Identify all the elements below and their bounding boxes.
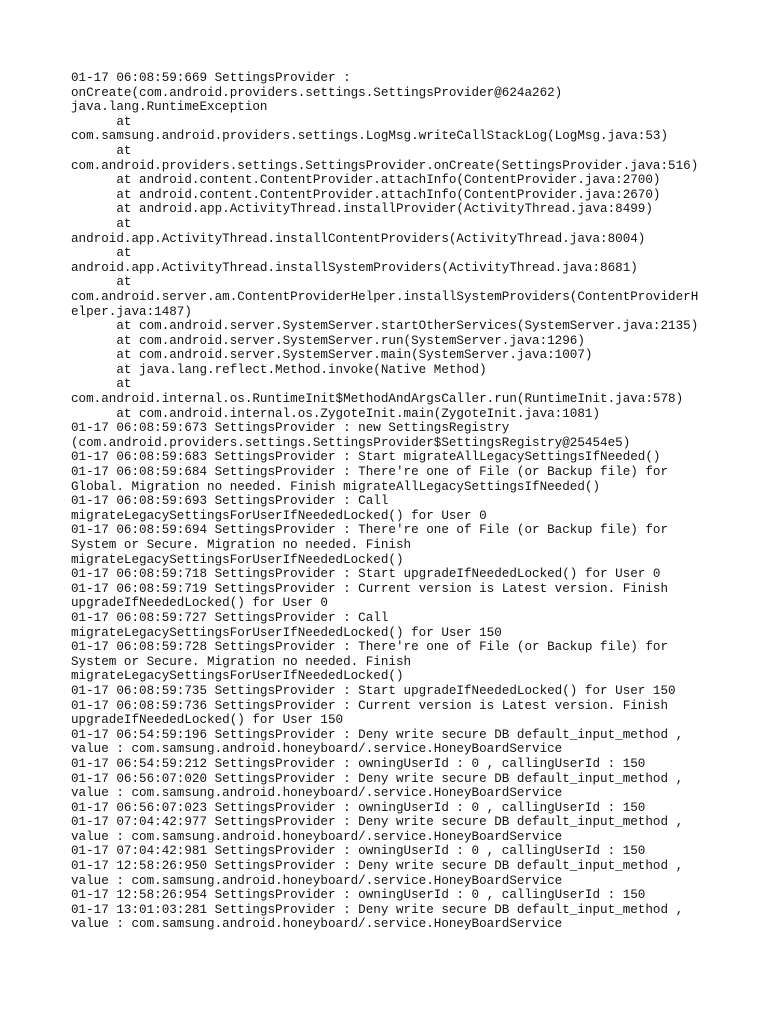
log-line: 01-17 06:08:59:693 SettingsProvider : Call: [71, 494, 389, 509]
log-line: 01-17 06:08:59:728 SettingsProvider : There're one of File (or Backup file) for: [71, 640, 669, 655]
log-line: elper.java:1487): [71, 304, 192, 319]
log-line: at android.app.ActivityThread.installProvider(ActivityThread.java:8499): [71, 202, 653, 217]
log-line: at: [71, 143, 132, 158]
log-line: (com.android.providers.settings.SettingsProvider$SettingsRegistry@25454e5): [71, 435, 631, 450]
log-line: android.app.ActivityThread.installContentProviders(ActivityThread.java:8004): [71, 231, 646, 246]
log-line: migrateLegacySettingsForUserIfNeededLocked() for User 0: [71, 508, 487, 523]
log-document: [71, 71, 711, 932]
log-line: 01-17 06:08:59:673 SettingsProvider : new SettingsRegistry: [71, 421, 510, 436]
log-line: 01-17 06:54:59:196 SettingsProvider : Deny write secure DB default_input_method ,: [71, 727, 684, 742]
log-line: migrateLegacySettingsForUserIfNeededLocked() for User 150: [71, 625, 502, 640]
log-line: 01-17 12:58:26:950 SettingsProvider : Deny write secure DB default_input_method ,: [71, 859, 684, 874]
log-line: at: [71, 246, 132, 261]
log-line: com.android.providers.settings.SettingsProvider.onCreate(SettingsProvider.java:516): [71, 158, 699, 173]
log-line: upgradeIfNeededLocked() for User 150: [71, 713, 344, 728]
log-line: 01-17 06:56:07:020 SettingsProvider : Deny write secure DB default_input_method ,: [71, 771, 684, 786]
log-line: at com.android.server.SystemServer.run(SystemServer.java:1296): [71, 333, 585, 348]
log-line: 01-17 06:56:07:023 SettingsProvider : owningUserId : 0 , callingUserId : 150: [71, 800, 646, 815]
log-line: at com.android.internal.os.ZygoteInit.main(ZygoteInit.java:1081): [71, 406, 601, 421]
log-line: value : com.samsung.android.honeyboard/.service.HoneyBoardService: [71, 917, 563, 932]
log-line: 01-17 06:08:59:718 SettingsProvider : Start upgradeIfNeededLocked() for User 0: [71, 567, 661, 582]
log-line: android.app.ActivityThread.installSystemProviders(ActivityThread.java:8681): [71, 260, 638, 275]
log-line: at: [71, 114, 132, 129]
log-line: at: [71, 377, 132, 392]
log-line: Global. Migration no needed. Finish migrateAllLegacySettingsIfNeeded(): [71, 479, 601, 494]
log-body: [71, 71, 711, 932]
log-line: at java.lang.reflect.Method.invoke(Native Method): [71, 362, 487, 377]
log-line: at android.content.ContentProvider.attachInfo(ContentProvider.java:2670): [71, 187, 661, 202]
log-line: at: [71, 216, 132, 231]
log-line: System or Secure. Migration no needed. Finish: [71, 538, 412, 552]
log-line: 01-17 07:04:42:977 SettingsProvider : Deny write secure DB default_input_method ,: [71, 815, 684, 830]
log-line: 01-17 06:08:59:735 SettingsProvider : Start upgradeIfNeededLocked() for User 150: [71, 683, 676, 698]
log-line: onCreate(com.android.providers.settings.SettingsProvider@624a262): [71, 85, 563, 100]
log-line: at android.content.ContentProvider.attachInfo(ContentProvider.java:2700): [71, 173, 661, 188]
log-line: 01-17 06:08:59:736 SettingsProvider : Current version is Latest version. Finish: [71, 698, 669, 713]
log-line: value : com.samsung.android.honeyboard/.service.HoneyBoardService: [71, 786, 563, 801]
log-line: 01-17 06:08:59:669 SettingsProvider :: [71, 71, 351, 85]
log-line: 01-17 13:01:03:281 SettingsProvider : Deny write secure DB default_input_method ,: [71, 902, 684, 917]
log-line: at com.android.server.SystemServer.startOtherServices(SystemServer.java:2135): [71, 319, 699, 334]
log-line: migrateLegacySettingsForUserIfNeededLocked(): [71, 552, 404, 567]
log-line: 01-17 06:08:59:683 SettingsProvider : Start migrateAllLegacySettingsIfNeeded(): [71, 450, 661, 465]
log-line: 01-17 06:08:59:684 SettingsProvider : There're one of File (or Backup file) for: [71, 465, 669, 480]
log-line: at com.android.server.SystemServer.main(SystemServer.java:1007): [71, 348, 593, 363]
log-line: 01-17 06:08:59:727 SettingsProvider : Call: [71, 610, 389, 625]
log-line: java.lang.RuntimeException: [71, 100, 268, 115]
log-line: 01-17 07:04:42:981 SettingsProvider : owningUserId : 0 , callingUserId : 150: [71, 844, 646, 859]
log-line: value : com.samsung.android.honeyboard/.service.HoneyBoardService: [71, 829, 563, 844]
log-line: upgradeIfNeededLocked() for User 0: [71, 596, 328, 611]
log-line: 01-17 06:08:59:694 SettingsProvider : There're one of File (or Backup file) for: [71, 523, 669, 538]
log-line: com.samsung.android.providers.settings.LogMsg.writeCallStackLog(LogMsg.java:53): [71, 129, 669, 144]
log-line: value : com.samsung.android.honeyboard/.service.HoneyBoardService: [71, 742, 563, 757]
log-line: com.android.server.am.ContentProviderHelper.installSystemProviders(ContentProviderH: [71, 289, 699, 304]
log-line: migrateLegacySettingsForUserIfNeededLocked(): [71, 669, 404, 684]
log-line: 01-17 06:08:59:719 SettingsProvider : Current version is Latest version. Finish: [71, 581, 669, 596]
log-line: 01-17 06:54:59:212 SettingsProvider : owningUserId : 0 , callingUserId : 150: [71, 756, 646, 771]
log-line: 01-17 12:58:26:954 SettingsProvider : owningUserId : 0 , callingUserId : 150: [71, 888, 646, 903]
log-line: value : com.samsung.android.honeyboard/.service.HoneyBoardService: [71, 873, 563, 888]
log-line: at: [71, 275, 132, 290]
log-line: System or Secure. Migration no needed. Finish: [71, 654, 412, 669]
log-line: com.android.internal.os.RuntimeInit$MethodAndArgsCaller.run(RuntimeInit.java:578): [71, 392, 684, 407]
